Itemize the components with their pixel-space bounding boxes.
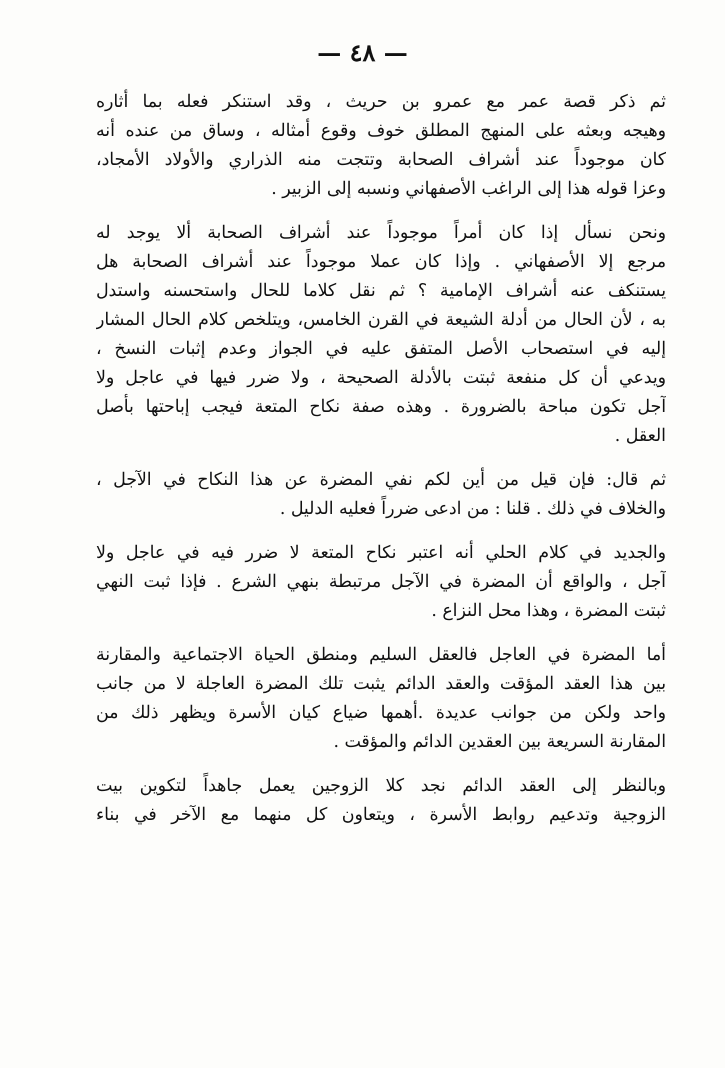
text-line: مرجع إلا الأصفهاني . وإذا كان عملا موجوداً عند أشراف الصحابة هل [96, 252, 666, 272]
text-line: الزوجية وتدعيم روابط الأسرة ، ويتعاون كل منهما مع الآخر في بناء [96, 805, 666, 825]
paragraph-3 [96, 466, 666, 524]
text-line: يستنكف عنه أشراف الإمامية ؟ ثم نقل كلاما للحال واستحسنه واستدل [96, 281, 666, 301]
text-line: أما المضرة في العاجل فالعقل السليم ومنطق الحياة الاجتماعية والمقارنة [96, 645, 666, 665]
text-line: إليه في استصحاب الأصل المتفق عليه في الجواز وعدم إثبات النسخ ، [96, 339, 666, 359]
text-line: بين هذا العقد المؤقت والعقد الدائم يثبت تلك المضرة العاجلة لا من جانب [96, 674, 666, 694]
paragraph-1 [96, 88, 666, 204]
text-line: ثم قال: فإن قيل من أين لكم نفي المضرة عن هذا النكاح في الآجل ، [96, 470, 666, 490]
text-line: ثبتت المضرة ، وهذا محل النزاع . [431, 601, 666, 621]
text-line: آجل تكون مباحة بالضرورة . وهذه صفة نكاح المتعة فيجب إباحتها بأصل [96, 397, 666, 417]
paragraph-6 [96, 772, 666, 830]
text-line: العقل . [614, 426, 666, 446]
text-line: ويدعي أن كل منفعة ثبتت بالأدلة الصحيحة ، ولا ضرر فيها في عاجل ولا [96, 368, 666, 388]
paragraph-5 [96, 641, 666, 757]
text-line: وعزا قوله هذا إلى الراغب الأصفهاني ونسبه إلى الزبير . [271, 179, 666, 199]
text-line: به ، لأن الحال من أدلة الشيعة في القرن الخامس، ويتلخص كلام الحال المشار [96, 310, 666, 330]
text-line: وهيجه وبعثه على المنهج المطلق خوف وقوع أمثاله ، وساق من عنده أنه [96, 121, 666, 141]
paragraph-4 [96, 539, 666, 626]
paragraph-2 [96, 219, 666, 451]
text-line: والجديد في كلام الحلي أنه اعتبر نكاح المتعة لا ضرر فيه في عاجل ولا [96, 543, 666, 563]
body-text [96, 88, 666, 845]
text-line: المقارنة السريعة بين العقدين الدائم والمؤقت . [333, 732, 666, 752]
page-number: — ٤٨ — [317, 38, 408, 67]
text-line: ونحن نسأل إذا كان أمراً موجوداً عند أشراف الصحابة ألا يوجد له [96, 223, 666, 243]
text-line: وبالنظر إلى العقد الدائم نجد كلا الزوجين يعمل جاهداً لتكوين بيت [96, 776, 666, 796]
text-line: ثم ذكر قصة عمر مع عمرو بن حريث ، وقد استنكر فعله بما أثاره [96, 92, 666, 112]
text-line: واحد ولكن من جوانب عديدة .أهمها ضياع كيان الأسرة ويظهر ذلك من [96, 703, 666, 723]
text-line: آجل ، والواقع أن المضرة في الآجل مرتبطة بنهي الشرع . فإذا ثبت النهي [96, 572, 666, 592]
text-line: كان موجوداً عند أشراف الصحابة وتتجت منه الذراري والأولاد الأمجاد، [96, 150, 666, 170]
text-line: والخلاف في ذلك . قلنا : من ادعى ضرراً فعليه الدليل . [279, 499, 666, 519]
